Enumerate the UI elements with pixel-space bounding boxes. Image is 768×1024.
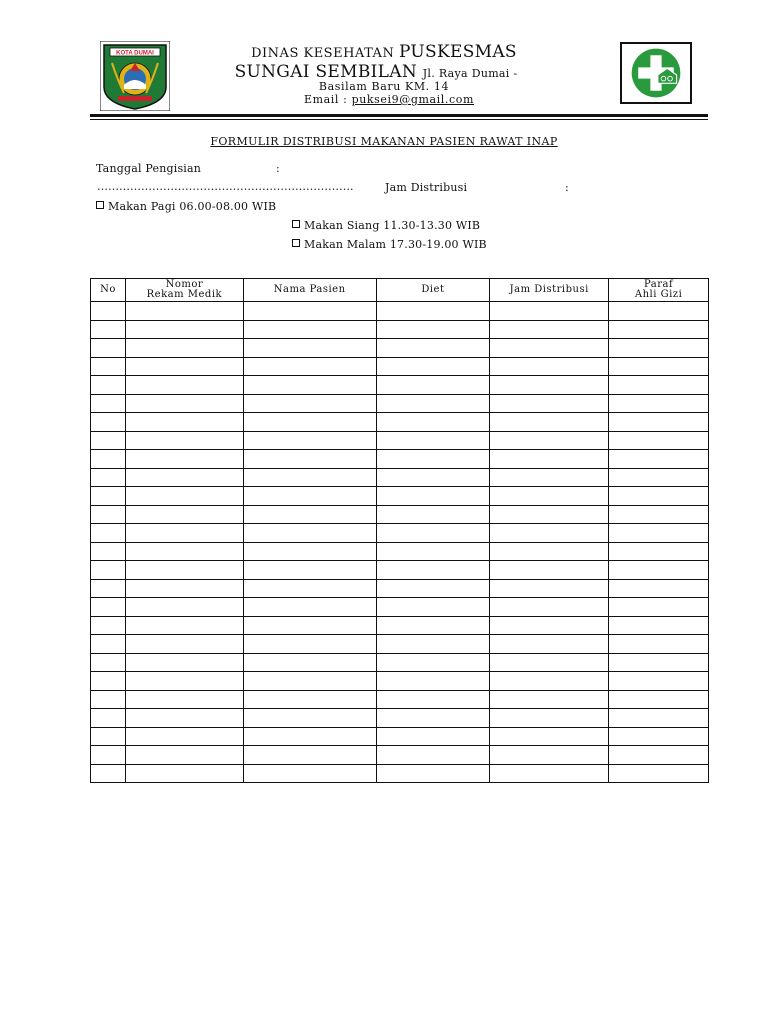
- table-cell[interactable]: [91, 339, 126, 358]
- header-divider-thick: [90, 114, 708, 117]
- table-row: [91, 487, 709, 506]
- table-cell[interactable]: [609, 672, 709, 691]
- table-cell[interactable]: [125, 413, 243, 432]
- table-row: [91, 672, 709, 691]
- table-cell[interactable]: [376, 413, 490, 432]
- table-cell[interactable]: [490, 653, 609, 672]
- option-makan-malam-label: Makan Malam 17.30-19.00 WIB: [304, 238, 487, 251]
- table-cell[interactable]: [243, 339, 376, 358]
- table-cell[interactable]: [125, 672, 243, 691]
- table-row: [91, 616, 709, 635]
- table-cell[interactable]: [243, 635, 376, 654]
- table-cell[interactable]: [609, 320, 709, 339]
- table-cell[interactable]: [91, 709, 126, 728]
- table-row: [91, 320, 709, 339]
- table-cell[interactable]: [490, 468, 609, 487]
- checkbox-icon[interactable]: [292, 239, 300, 247]
- table-cell[interactable]: [490, 505, 609, 524]
- table-row: [91, 468, 709, 487]
- table-row: [91, 376, 709, 395]
- table-cell[interactable]: [609, 357, 709, 376]
- col-header-paraf-line1: Paraf: [643, 279, 674, 290]
- table-cell[interactable]: [243, 561, 376, 580]
- puskesmas-cross-icon: [620, 42, 692, 104]
- header-sungai-sembilan-text: SUNGAI SEMBILAN: [234, 62, 417, 82]
- table-cell[interactable]: [91, 394, 126, 413]
- table-cell[interactable]: [376, 746, 490, 765]
- table-cell[interactable]: [609, 542, 709, 561]
- table-cell[interactable]: [490, 487, 609, 506]
- table-cell[interactable]: [125, 690, 243, 709]
- table-cell[interactable]: [490, 561, 609, 580]
- email-link[interactable]: puksei9@gmail.com: [351, 93, 475, 106]
- table-cell[interactable]: [125, 505, 243, 524]
- table-cell[interactable]: [609, 598, 709, 617]
- table-cell[interactable]: [125, 616, 243, 635]
- table-cell[interactable]: [609, 394, 709, 413]
- table-cell[interactable]: [609, 376, 709, 395]
- header-address-text: Jl. Raya Dumai -: [422, 67, 518, 80]
- left-logo-text: KOTA DUMAI: [116, 50, 154, 57]
- table-cell[interactable]: [490, 394, 609, 413]
- col-header-rekam-medik-line2: Rekam Medik: [146, 289, 223, 300]
- table-cell[interactable]: [376, 468, 490, 487]
- table-cell[interactable]: [125, 598, 243, 617]
- table-cell[interactable]: [125, 727, 243, 746]
- table-cell[interactable]: [91, 764, 126, 783]
- table-cell[interactable]: [125, 431, 243, 450]
- header-dinas-text: DINAS KESEHATAN: [251, 46, 395, 61]
- table-cell[interactable]: [243, 357, 376, 376]
- table-cell[interactable]: [91, 450, 126, 469]
- table-row: [91, 653, 709, 672]
- table-cell[interactable]: [125, 320, 243, 339]
- table-cell[interactable]: [609, 431, 709, 450]
- table-cell[interactable]: [125, 339, 243, 358]
- table-cell[interactable]: [243, 764, 376, 783]
- table-row: [91, 579, 709, 598]
- table-cell[interactable]: [243, 302, 376, 321]
- table-cell[interactable]: [490, 524, 609, 543]
- table-row: [91, 431, 709, 450]
- table-cell[interactable]: [91, 468, 126, 487]
- option-makan-siang-label: Makan Siang 11.30-13.30 WIB: [304, 219, 481, 232]
- table-cell[interactable]: [376, 653, 490, 672]
- header-line-3: Basilam Baru KM. 14: [318, 80, 450, 93]
- table-cell[interactable]: [490, 579, 609, 598]
- table-cell[interactable]: [376, 320, 490, 339]
- table-cell[interactable]: [91, 690, 126, 709]
- table-cell[interactable]: [125, 487, 243, 506]
- table-cell[interactable]: [125, 709, 243, 728]
- table-cell[interactable]: [243, 653, 376, 672]
- col-header-paraf-line2: Ahli Gizi: [634, 289, 683, 300]
- table-cell[interactable]: [125, 394, 243, 413]
- table-cell[interactable]: [376, 616, 490, 635]
- table-cell[interactable]: [125, 579, 243, 598]
- table-cell[interactable]: [609, 727, 709, 746]
- table-cell[interactable]: [125, 524, 243, 543]
- table-cell[interactable]: [91, 524, 126, 543]
- table-cell[interactable]: [243, 413, 376, 432]
- table-cell[interactable]: [125, 376, 243, 395]
- col-header-no: No: [91, 279, 126, 302]
- table-row: [91, 394, 709, 413]
- col-header-rekam-medik: [125, 279, 243, 302]
- table-cell[interactable]: [91, 487, 126, 506]
- table-cell[interactable]: [91, 357, 126, 376]
- col-header-paraf: [609, 279, 709, 302]
- tanggal-label: Tanggal Pengisian: [96, 162, 202, 175]
- table-cell[interactable]: [376, 672, 490, 691]
- table-cell[interactable]: [376, 357, 490, 376]
- table-cell[interactable]: [609, 616, 709, 635]
- table-row: [91, 450, 709, 469]
- table-cell[interactable]: [490, 431, 609, 450]
- jam-distribusi-label: Jam Distribusi: [385, 181, 468, 194]
- table-cell[interactable]: [490, 616, 609, 635]
- table-cell[interactable]: [376, 431, 490, 450]
- table-cell[interactable]: [243, 394, 376, 413]
- table-cell[interactable]: [91, 672, 126, 691]
- table-row: [91, 505, 709, 524]
- table-cell[interactable]: [376, 450, 490, 469]
- table-row: [91, 635, 709, 654]
- table-cell[interactable]: [609, 561, 709, 580]
- table-row: [91, 709, 709, 728]
- table-cell[interactable]: [490, 357, 609, 376]
- checkbox-icon[interactable]: [292, 220, 300, 228]
- col-header-jam-distribusi: Jam Distribusi: [490, 279, 609, 302]
- table-cell[interactable]: [490, 302, 609, 321]
- table-cell[interactable]: [243, 746, 376, 765]
- table-cell[interactable]: [125, 653, 243, 672]
- table-cell[interactable]: [243, 450, 376, 469]
- table-row: [91, 357, 709, 376]
- table-cell[interactable]: [243, 598, 376, 617]
- table-header-row: [91, 279, 709, 302]
- table-cell[interactable]: [91, 320, 126, 339]
- table-cell[interactable]: [376, 487, 490, 506]
- tanggal-colon: :: [276, 162, 280, 175]
- table-cell[interactable]: [490, 598, 609, 617]
- table-cell[interactable]: [376, 339, 490, 358]
- table-cell[interactable]: [490, 450, 609, 469]
- table-row: [91, 524, 709, 543]
- table-cell[interactable]: [376, 302, 490, 321]
- table-row: [91, 727, 709, 746]
- table-cell[interactable]: [376, 727, 490, 746]
- table-cell[interactable]: [91, 579, 126, 598]
- table-row: [91, 764, 709, 783]
- table-cell[interactable]: [243, 616, 376, 635]
- table-cell[interactable]: [243, 468, 376, 487]
- option-makan-malam[interactable]: [292, 238, 487, 251]
- table-cell[interactable]: [376, 709, 490, 728]
- table-cell[interactable]: [91, 413, 126, 432]
- table-cell[interactable]: [609, 487, 709, 506]
- distribution-table: [90, 278, 709, 783]
- header-puskesmas-text: PUSKESMAS: [398, 42, 517, 62]
- table-cell[interactable]: [125, 561, 243, 580]
- table-cell[interactable]: [91, 727, 126, 746]
- table-cell[interactable]: [376, 764, 490, 783]
- col-header-rekam-medik-line1: Nomor: [165, 279, 204, 290]
- table-cell[interactable]: [490, 339, 609, 358]
- jam-distribusi-colon: :: [565, 181, 569, 194]
- table-cell[interactable]: [91, 431, 126, 450]
- header-divider-thin: [90, 119, 708, 120]
- table-cell[interactable]: [490, 746, 609, 765]
- option-makan-siang[interactable]: [292, 219, 480, 232]
- table-cell[interactable]: [243, 524, 376, 543]
- table-body: [91, 302, 709, 783]
- table-row: [91, 561, 709, 580]
- table-cell[interactable]: [609, 690, 709, 709]
- table-row: [91, 302, 709, 321]
- table-cell[interactable]: [125, 542, 243, 561]
- table-cell[interactable]: [243, 320, 376, 339]
- table-cell[interactable]: [243, 487, 376, 506]
- table-cell[interactable]: [125, 635, 243, 654]
- table-cell[interactable]: [376, 635, 490, 654]
- table-cell[interactable]: [243, 505, 376, 524]
- table-cell[interactable]: [490, 709, 609, 728]
- table-cell[interactable]: [243, 431, 376, 450]
- table-cell[interactable]: [91, 653, 126, 672]
- table-cell[interactable]: [125, 357, 243, 376]
- table-cell[interactable]: [490, 635, 609, 654]
- table-cell[interactable]: [609, 468, 709, 487]
- table-cell[interactable]: [490, 320, 609, 339]
- table-cell[interactable]: [376, 524, 490, 543]
- table-cell[interactable]: [91, 505, 126, 524]
- table-cell[interactable]: [376, 394, 490, 413]
- table-row: [91, 413, 709, 432]
- table-row: [91, 746, 709, 765]
- table-cell[interactable]: [243, 727, 376, 746]
- col-header-diet: Diet: [376, 279, 490, 302]
- table-cell[interactable]: [490, 690, 609, 709]
- table-cell[interactable]: [243, 672, 376, 691]
- table-cell[interactable]: [243, 542, 376, 561]
- table-cell[interactable]: [91, 598, 126, 617]
- table-cell[interactable]: [490, 413, 609, 432]
- table-cell[interactable]: [125, 764, 243, 783]
- table-cell[interactable]: [91, 542, 126, 561]
- dotted-fill-line: …………………………………………………………….: [97, 180, 354, 193]
- form-title: FORMULIR DISTRIBUSI MAKANAN PASIEN RAWAT INAP: [210, 135, 558, 148]
- table-cell[interactable]: [376, 579, 490, 598]
- table-cell[interactable]: [125, 468, 243, 487]
- table-cell[interactable]: [91, 635, 126, 654]
- email-label: Email :: [303, 93, 348, 106]
- table-row: [91, 598, 709, 617]
- table-cell[interactable]: [490, 727, 609, 746]
- table-cell[interactable]: [91, 561, 126, 580]
- table-cell[interactable]: [376, 542, 490, 561]
- table-cell[interactable]: [243, 579, 376, 598]
- table-cell[interactable]: [490, 376, 609, 395]
- table-cell[interactable]: [91, 746, 126, 765]
- option-makan-pagi[interactable]: [96, 200, 276, 213]
- table-cell[interactable]: [609, 764, 709, 783]
- checkbox-icon[interactable]: [96, 201, 104, 209]
- table-cell[interactable]: [609, 302, 709, 321]
- table-cell[interactable]: [91, 616, 126, 635]
- table-cell[interactable]: [609, 746, 709, 765]
- table-cell[interactable]: [609, 635, 709, 654]
- table-cell[interactable]: [490, 542, 609, 561]
- table-cell[interactable]: [609, 450, 709, 469]
- table-cell[interactable]: [376, 505, 490, 524]
- table-cell[interactable]: [91, 376, 126, 395]
- table-row: [91, 339, 709, 358]
- table-cell[interactable]: [490, 764, 609, 783]
- table-cell[interactable]: [376, 690, 490, 709]
- table-cell[interactable]: [125, 746, 243, 765]
- table-cell[interactable]: [376, 376, 490, 395]
- table-cell[interactable]: [243, 690, 376, 709]
- option-makan-pagi-label: Makan Pagi 06.00-08.00 WIB: [108, 200, 277, 213]
- table-cell[interactable]: [609, 709, 709, 728]
- table-cell[interactable]: [376, 598, 490, 617]
- table-cell[interactable]: [609, 579, 709, 598]
- table-cell[interactable]: [243, 376, 376, 395]
- table-cell[interactable]: [125, 302, 243, 321]
- table-cell[interactable]: [609, 413, 709, 432]
- table-cell[interactable]: [490, 672, 609, 691]
- col-header-nama-pasien: Nama Pasien: [243, 279, 376, 302]
- table-cell[interactable]: [609, 524, 709, 543]
- table-row: [91, 542, 709, 561]
- table-cell[interactable]: [243, 709, 376, 728]
- table-cell[interactable]: [376, 561, 490, 580]
- table-row: [91, 690, 709, 709]
- table-cell[interactable]: [609, 339, 709, 358]
- table-cell[interactable]: [609, 505, 709, 524]
- table-cell[interactable]: [125, 450, 243, 469]
- table-cell[interactable]: [91, 302, 126, 321]
- table-cell[interactable]: [609, 653, 709, 672]
